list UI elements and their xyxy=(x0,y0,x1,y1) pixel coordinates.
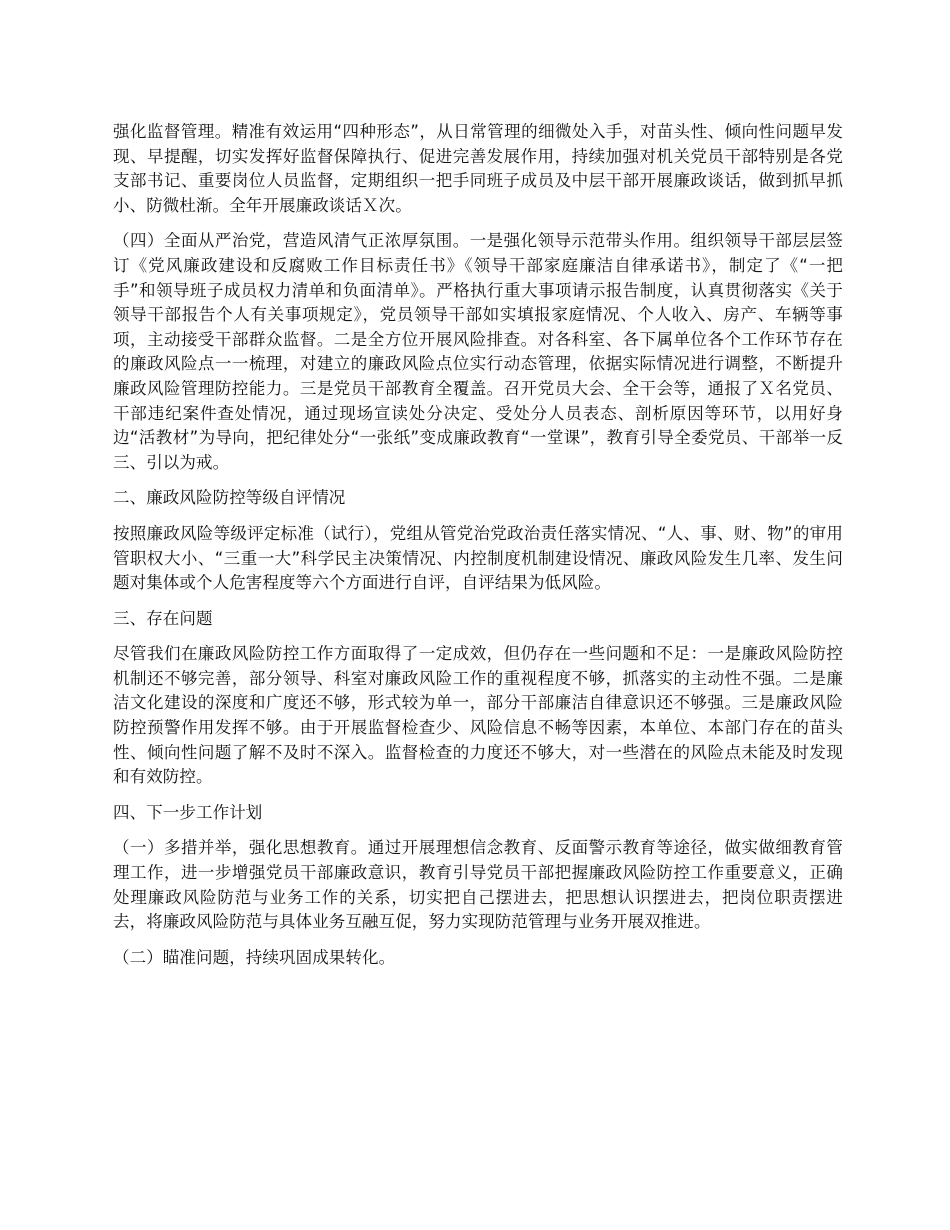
paragraph-plan-problems: （二）瞄准问题，持续巩固成果转化。 xyxy=(113,947,396,967)
paragraph-plan-education: （一）多措并举，强化思想教育。通过开展理想信念教育、反面警示教育等途径，做实做细教育管理工作，进一步增强党员干部廉政意识，教育引导党员干部把握廉政风险防控工作重要意义，正确处理廉政风险防范与业务工作的关系，切实把自己摆进去，把思想认识摆进去，把岗位职责摆进去，将廉政风险防范与具体业务互融互促，努力实现防范管理与业务开展双推进。 xyxy=(113,838,843,932)
paragraph-self-evaluation: 按照廉政风险等级评定标准（试行），党组从管党治党政治责任落实情况、“人、事、财、物”的审用管职权大小、“三重一大”科学民主决策情况、内控制度机制建设情况、廉政风险发生几率、发生问题对集体或个人危害程度等六个方面进行自评，自评结果为低风险。 xyxy=(113,523,843,593)
paragraph-supervision: 强化监督管理。精准有效运用“四种形态”，从日常管理的细微处入手，对苗头性、倾向性问题早发现、早提醒，切实发挥好监督保障执行、促进完善发展作用，持续加强对机关党员干部特别是各党支部书记、重要岗位人员监督，定期组织一把手同班子成员及中层干部开展廉政谈话，做到抓早抓小、防微杜渐。全年开展廉政谈话Ｘ次。 xyxy=(113,122,843,215)
document-body xyxy=(113,120,843,981)
section-heading-problems: 三、存在问题 xyxy=(113,608,213,628)
section-heading-self-evaluation: 二、廉政风险防控等级自评情况 xyxy=(113,488,346,508)
section-heading-next-plan: 四、下一步工作计划 xyxy=(113,802,263,822)
paragraph-strict-governance: （四）全面从严治党，营造风清气正浓厚氛围。一是强化领导示范带头作用。组织领导干部层层签订《党风廉政建设和反腐败工作目标责任书》《领导干部家庭廉洁自律承诺书》，制定了《“一把手”和领导班子成员权力清单和负面清单》。严格执行重大事项请示报告制度，认真贯彻落实《关于领导干部报告个人有关事项规定》，党员领导干部如实填报家庭情况、个人收入、房产、车辆等事项，主动接受干部群众监督。二是全方位开展风险排查。对各科室、各下属单位各个工作环节存在的廉政风险点一一梳理，对建立的廉政风险点位实行动态管理，依据实际情况进行调整，不断提升廉政风险管理防控能力。三是党员干部教育全覆盖。召开党员大会、全干会等，通报了Ｘ名党员、干部违纪案件查处情况，通过现场宣读处分决定、受处分人员表态、剖析原因等环节，以用好身边“活教材”为导向，把纪律处分“一张纸”变成廉政教育“一堂课”，教育引导全委党员、干部举一反三、引以为戒。 xyxy=(113,231,843,472)
paragraph-problems: 尽管我们在廉政风险防控工作方面取得了一定成效，但仍存在一些问题和不足：一是廉政风险防控机制还不够完善，部分领导、科室对廉政风险工作的重视程度不够，抓落实的主动性不强。二是廉洁文化建设的深度和广度还不够，形式较为单一，部分干部廉洁自律意识还不够强。三是廉政风险防控预警作用发挥不够。由于开展监督检查少、风险信息不畅等因素，本单位、本部门存在的苗头性、倾向性问题了解不及时不深入。监督检查的力度还不够大，对一些潜在的风险点未能及时发现和有效防控。 xyxy=(113,644,843,787)
